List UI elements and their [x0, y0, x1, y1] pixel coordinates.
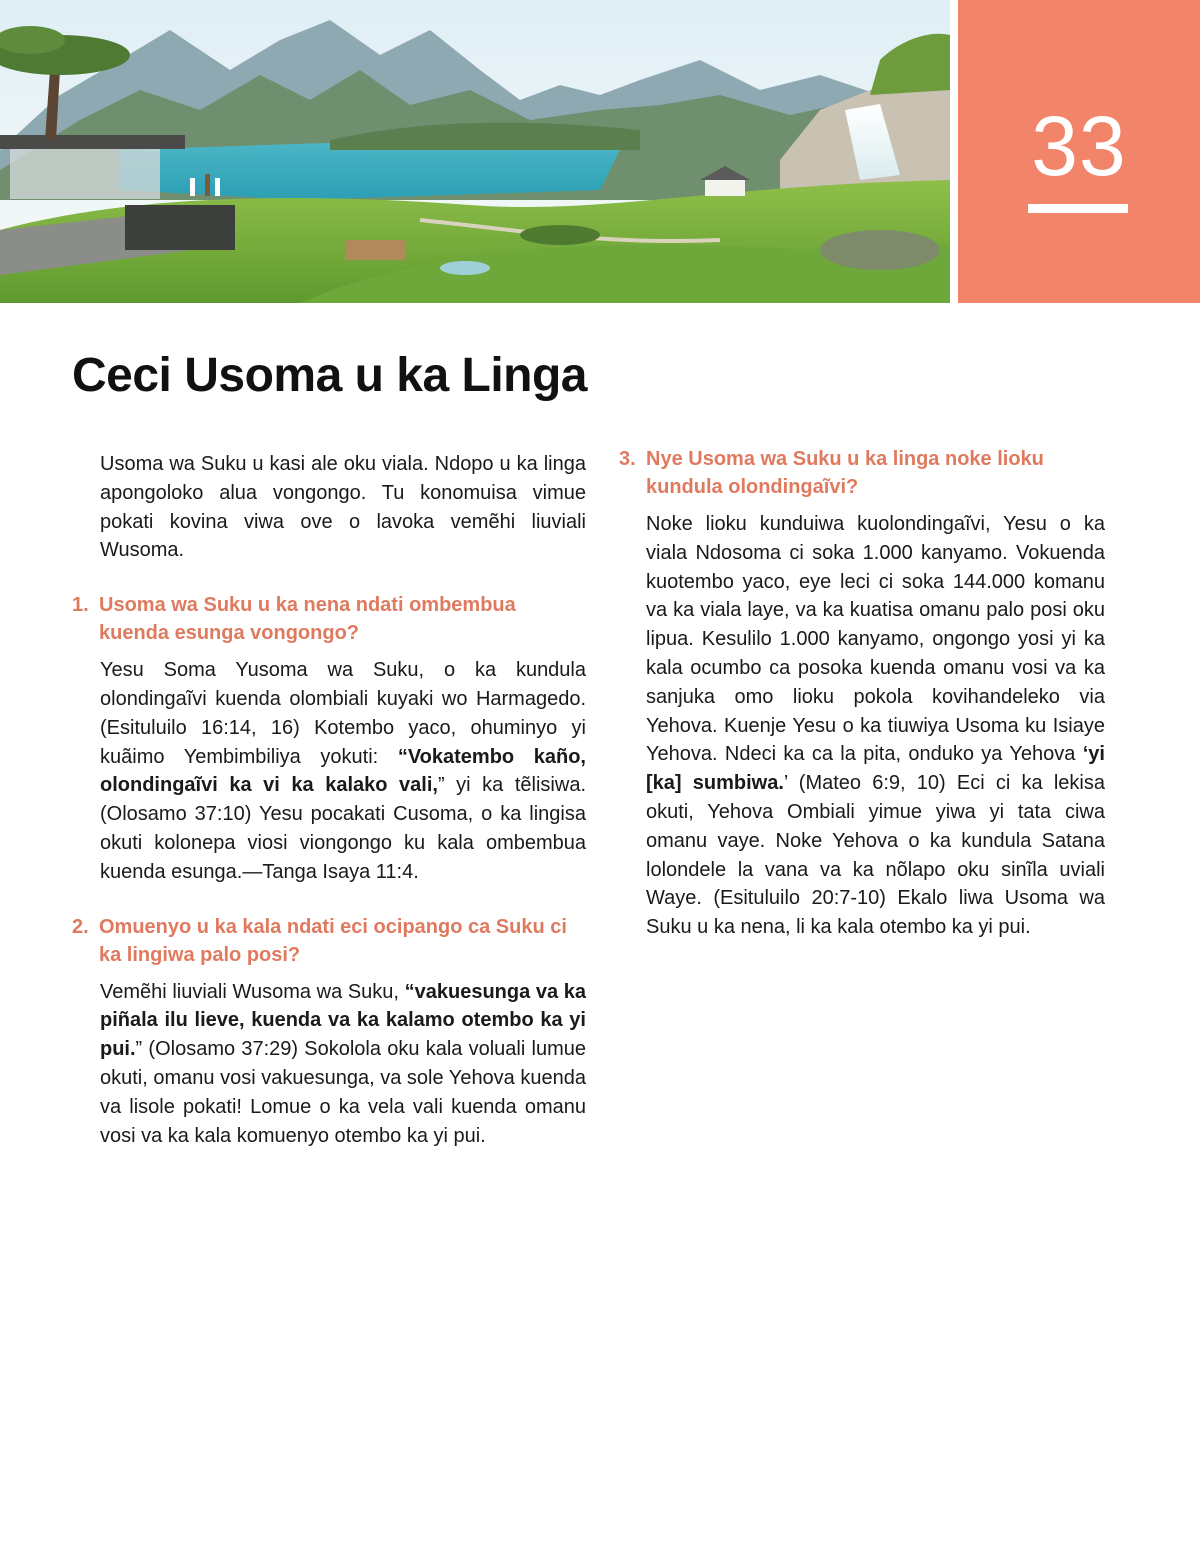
question-1 [72, 591, 586, 647]
header-illustration [0, 0, 950, 303]
lesson-number-underline [1028, 204, 1128, 213]
answer-text: Yesu Soma Yusoma wa Suku, o ka kundula olondingaĩvi kuenda olombiali kuyaki wo Harmagedo. (Esituluilo 16:14, 16) Kotembo yaco, ohuminyo yi kuãimo Yembimbiliya yokuti: [100, 659, 586, 768]
question-number: 2. [72, 915, 89, 938]
intro-paragraph: Usoma wa Suku u kasi ale oku viala. Ndopo u ka linga apongoloko alua vongongo. Tu konomuisa vimue pokati kovina viwa ove o lavoka vemẽhi liuviali Wusoma. [100, 453, 586, 562]
answer-2-paragraph [72, 978, 586, 1151]
question-text: Omuenyo u ka kala ndati eci ocipango ca Suku ci ka lingiwa palo posi? [99, 915, 567, 966]
scripture-quote: “Vokatembo kaño, olondingaĩvi ka vi ka kalako vali, [100, 745, 586, 797]
question-number: 3. [619, 448, 636, 470]
page-title: Ceci Usoma u ka Linga [72, 349, 587, 402]
question-number: 1. [72, 594, 89, 617]
question-text: Nye Usoma wa Suku u ka linga noke lioku kundula olondingaĩvi? [646, 448, 1044, 498]
question-2 [72, 913, 586, 969]
answer-text: ’ (Mateo 6:9, 10) Eci ci ka lekisa okuti, Yehova Ombiali yimue yiwa yi tata ciwa omanu vaye. Noke Yehova o ka kundula Satana lolondele la vana va ka nõlapo oku sinĩla uviali Waye. (Esituluilo 20:7-10) Ekalo liwa Usoma wa Suku u ka nena, li ka kala otembo ka yi pui. [646, 772, 1105, 939]
left-column [72, 445, 586, 1150]
lesson-number: 33 [1031, 99, 1127, 193]
answer-1-paragraph [72, 656, 586, 886]
answer-3-paragraph [619, 510, 1105, 942]
answer-text: ” (Olosamo 37:29) Sokolola oku kala voluali lumue okuti, omanu vosi vakuesunga, va sole Yehova kuenda va lisole pokati! Lomue o ka vela vali kuenda omanu vosi va ka kala komuenyo otembo ka yi pui. [100, 1038, 586, 1147]
answer-text: Vemẽhi liuviali Wusoma wa Suku, [100, 980, 405, 1003]
scripture-quote: “vakuesunga va ka piñala ilu lieve, kuenda va ka kalamo otembo ka yi pui. [100, 980, 586, 1061]
right-column [619, 445, 1105, 942]
scripture-quote: ‘yi [ka] sumbiwa. [646, 743, 1105, 795]
lesson-number-badge [958, 0, 1200, 303]
answer-text: Noke lioku kunduiwa kuolondingaĩvi, Yesu o ka viala Ndosoma ci soka 1.000 kanyamo. Vokuenda kuotembo yaco, eye leci ci soka 144.000 komanu va ka viala laye, va ka kuatisa omanu palo posi oku lipua. Kesulilo 1.000 kanyamo, ongongo yosi yi ka kala ocumbo ca posoka kuenda omanu vosi va ka sanjuka omo lioku pokola kovihandeleko via Yehova. Kuenje Yesu o ka tiuwiya Usoma ku Isiaye Yehova. Ndeci ka ca la pita, onduko ya Yehova [646, 513, 1105, 766]
question-3 [619, 445, 1105, 501]
answer-text: ” yi ka tẽlisiwa. (Olosamo 37:10) Yesu pocakati Cusoma, o ka lingisa okuti kolonepa viosi viongongo ku kala ombembua kuenda esunga.—Tanga Isaya 11:4. [100, 774, 586, 883]
question-text: Usoma wa Suku u ka nena ndati ombembua kuenda esunga vongongo? [99, 594, 516, 645]
paradise-landscape-image [0, 0, 950, 303]
